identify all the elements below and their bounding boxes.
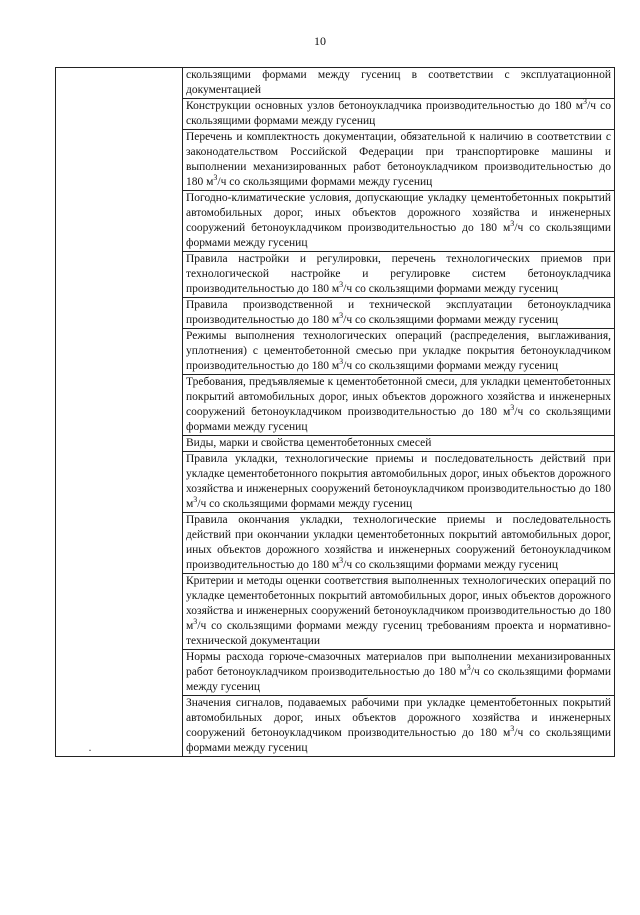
item-text-end: /ч со скользящими формами между гусениц [217,176,433,188]
item-text: скользящими формами между гусениц в соответствии с эксплуатационной документацией [186,69,611,96]
knowledge-item [183,436,615,452]
knowledge-item [183,696,615,757]
item-text-end: /ч со скользящими формами между гусениц [186,222,611,249]
item-text: Режимы выполнения технологических операций (распределения, выглаживания, уплотнения) с цементобетонной смесью при укладке покрытия бетоноукладчиком производительностью до 180 м [186,330,611,372]
item-text: Правила настройки и регулировки, перечень технологических приемов при технологической настройке и регулировке систем бетоноукладчика производительностью до 180 м [186,253,611,295]
superscript: 3 [466,663,471,673]
knowledge-item [183,375,615,436]
item-text-end: /ч со скользящими формами между гусениц требованиям проекта и нормативно-технической документации [186,620,611,647]
item-text-end: /ч со скользящими формами между гусениц [343,360,559,372]
knowledge-item [183,329,615,375]
knowledge-item [183,298,615,329]
item-text: Виды, марки и свойства цементобетонных смесей [186,437,432,449]
item-text: Нормы расхода горюче-смазочных материалов при выполнении механизированных работ бетоноукладчиком производительностью до 180 м [186,651,611,678]
left-column-cell [56,68,183,757]
knowledge-item [183,252,615,298]
superscript: 3 [339,280,344,290]
superscript: 3 [510,403,515,413]
knowledge-item [183,452,615,513]
item-text-end: /ч со скользящими формами между гусениц [186,100,611,127]
knowledge-item [183,650,615,696]
item-text-end: /ч со скользящими формами между гусениц [197,498,413,510]
item-text-end: /ч со скользящими формами между гусениц [186,406,611,433]
item-text: Перечень и комплектность документации, обязательной к наличию в соответствии с законодательством Российской Федерации при транспортировке машины и выполнении механизированных работ бетоноукладчиком производительностью до 180 м [186,131,611,188]
item-text: Погодно-климатические условия, допускающие укладку цементобетонных покрытий автомобильных дорог, иных объектов дорожного хозяйства и инженерных сооружений бетоноукладчиком производительностью до 180 м [186,192,611,234]
knowledge-item [183,574,615,650]
superscript: 3 [583,97,587,107]
item-text: Конструкции основных узлов бетоноукладчика производительностью до 180 м [186,100,583,112]
stray-mark: · [88,743,92,757]
superscript: 3 [213,173,218,183]
knowledge-item [183,191,615,252]
item-text: Правила производственной и технической эксплуатации бетоноукладчика производительностью до 180 м [186,299,611,326]
item-text: Правила укладки, технологические приемы и последовательность действий при укладке цементобетонного покрытия автомобильных дорог, иных объектов дорожного хозяйства и инженерных сооружений бетоноукладчиком производительностью до 180 м [186,453,611,510]
item-text: Критерии и методы оценки соответствия выполненных технологических операций по укладке цементобетонных покрытий автомобильных дорог, иных объектов дорожного хозяйства и инженерных сооружений бетоноукладчиком производительностью до 180 м [186,575,611,632]
requirements-table [55,67,615,757]
knowledge-item [183,99,615,130]
item-text-end: /ч со скользящими формами между гусениц [343,559,559,571]
superscript: 3 [510,219,515,229]
superscript: 3 [193,495,198,505]
item-text-end: /ч со скользящими формами между гусениц [186,727,611,754]
item-text-end: /ч со скользящими формами между гусениц [343,283,559,295]
page-number: 10 [314,34,326,48]
item-text-end: /ч со скользящими формами между гусениц [186,666,612,693]
knowledge-item [183,513,615,574]
item-text: Значения сигналов, подаваемых рабочими при укладке цементобетонных покрытий автомобильных дорог, иных объектов дорожного хозяйства и инженерных сооружений бетоноукладчиком производительностью до 180 м [186,697,611,739]
superscript: 3 [339,556,344,566]
item-text: Правила окончания укладки, технологические приемы и последовательность действий при окончании укладки цементобетонных покрытий автомобильных дорог, иных объектов дорожного хозяйства и инженерных сооружений бетоноукладчиком производительностью до 180 м [186,514,611,571]
superscript: 3 [193,617,198,627]
superscript: 3 [339,311,344,321]
knowledge-item [183,130,615,191]
superscript: 3 [510,724,515,734]
superscript: 3 [339,357,344,367]
table-row [56,68,615,99]
knowledge-item [183,68,615,99]
item-text: Требования, предъявляемые к цементобетонной смеси, для укладки цементобетонных покрытий автомобильных дорог, иных объектов дорожного хозяйства и инженерных сооружений бетоноукладчиком производительностью до 180 м [186,376,611,418]
item-text-end: /ч со скользящими формами между гусениц [343,314,559,326]
